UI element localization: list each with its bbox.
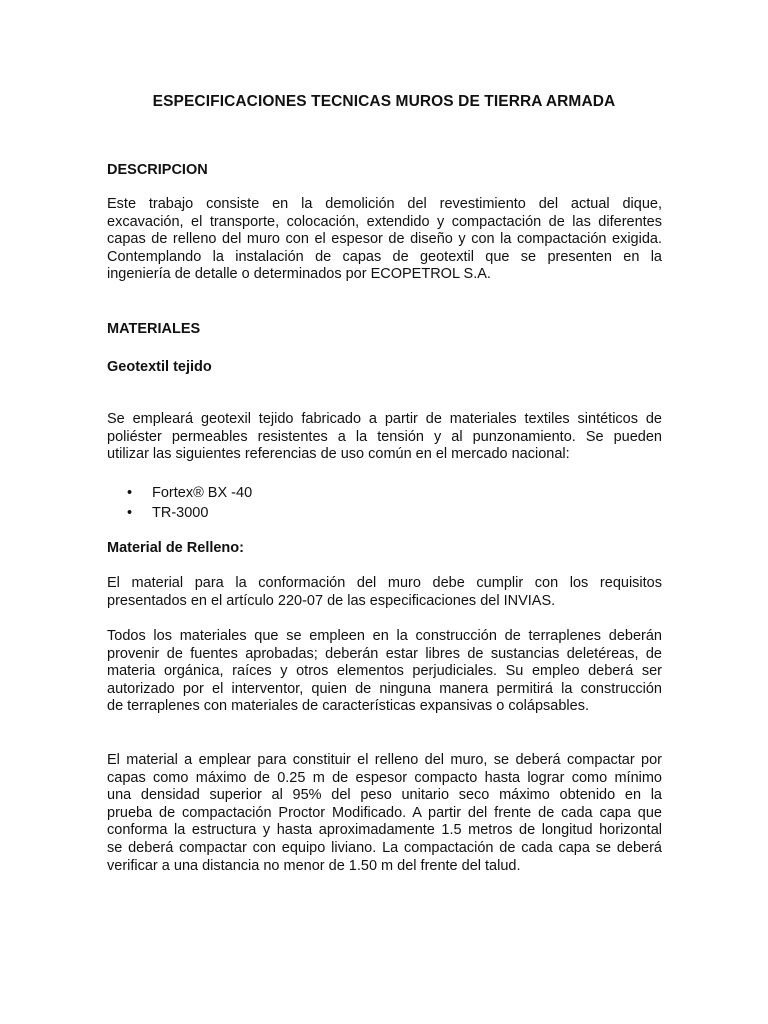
paragraph-line: Este trabajo consiste en la demolición del revestimiento del actual dique, (107, 196, 662, 212)
bullet-icon: • (127, 505, 133, 521)
list-item (125, 483, 252, 503)
paragraph-line: capas como máximo de 0.25 m de espesor compacto hasta lograr como mínimo (107, 769, 662, 786)
paragraph-line: excavación, el transporte, colocación, extendido y compactación de las diferentes (107, 213, 662, 230)
geotextil-references-list (125, 483, 252, 523)
paragraph-line: de terraplenes con materiales de características expansivas o colápsables. (107, 698, 589, 715)
paragraph-line: materia orgánica, raíces y otros elementos perjudiciales. Su empleo deberá ser (107, 663, 662, 680)
list-item-label: TR-3000 (152, 505, 209, 521)
paragraph-line: provenir de fuentes aprobadas; deberán estar libres de sustancias deletéreas, de (107, 645, 662, 662)
paragraph-geotextil (107, 411, 662, 464)
paragraph-line: prueba de compactación Proctor Modificado. A partir del frente de cada capa que (107, 804, 662, 821)
list-item-label: Fortex® BX -40 (152, 485, 253, 501)
paragraph-descripcion (107, 196, 662, 284)
paragraph-line: El material para la conformación del muro debe cumplir con los requisitos (107, 575, 662, 591)
paragraph-line: Todos los materiales que se empleen en la construcción de terraplenes deberán (107, 628, 662, 644)
paragraph-line: poliéster permeables resistentes a la tensión y al punzonamiento. Se pueden (107, 428, 662, 445)
paragraph-line: Se empleará geotexil tejido fabricado a partir de materiales textiles sintéticos de (107, 411, 662, 427)
paragraph-relleno-1 (107, 575, 662, 610)
bullet-icon: • (127, 485, 133, 501)
section-heading-materiales: MATERIALES (107, 321, 201, 337)
paragraph-line: autorizado por el interventor, quien de ninguna manera permitirá la construcción (107, 680, 662, 697)
paragraph-line: El material a emplear para constituir el relleno del muro, se deberá compactar por (107, 752, 662, 768)
paragraph-line: ingeniería de detalle o determinados por ECOPETROL S.A. (107, 266, 491, 283)
paragraph-line: se deberá compactar con equipo liviano. La compactación de cada capa se deberá (107, 839, 662, 856)
paragraph-line: una densidad superior al 95% del peso unitario seco máximo obtenido en la (107, 787, 662, 804)
paragraph-line: presentados en el artículo 220-07 de las especificaciones del INVIAS. (107, 592, 556, 609)
subheading-material-de-relleno: Material de Relleno: (107, 540, 244, 556)
paragraph-line: verificar a una distancia no menor de 1.50 m del frente del talud. (107, 857, 521, 874)
subheading-geotextil-tejido: Geotextil tejido (107, 359, 212, 375)
paragraph-relleno-2 (107, 628, 662, 716)
paragraph-relleno-3 (107, 752, 662, 875)
paragraph-line: utilizar las siguientes referencias de uso común en el mercado nacional: (107, 446, 570, 463)
paragraph-line: capas de relleno del muro con el espesor de diseño y con la compactación exigida. (107, 231, 662, 248)
list-item (125, 503, 252, 523)
document-title: ESPECIFICACIONES TECNICAS MUROS DE TIERRA ARMADA (152, 93, 616, 110)
section-heading-descripcion: DESCRIPCION (107, 162, 208, 178)
paragraph-line: Contemplando la instalación de capas de geotextil que se presenten en la (107, 248, 662, 265)
paragraph-line: conforma la estructura y hasta aproximadamente 1.5 metros de longitud horizontal (107, 822, 662, 839)
